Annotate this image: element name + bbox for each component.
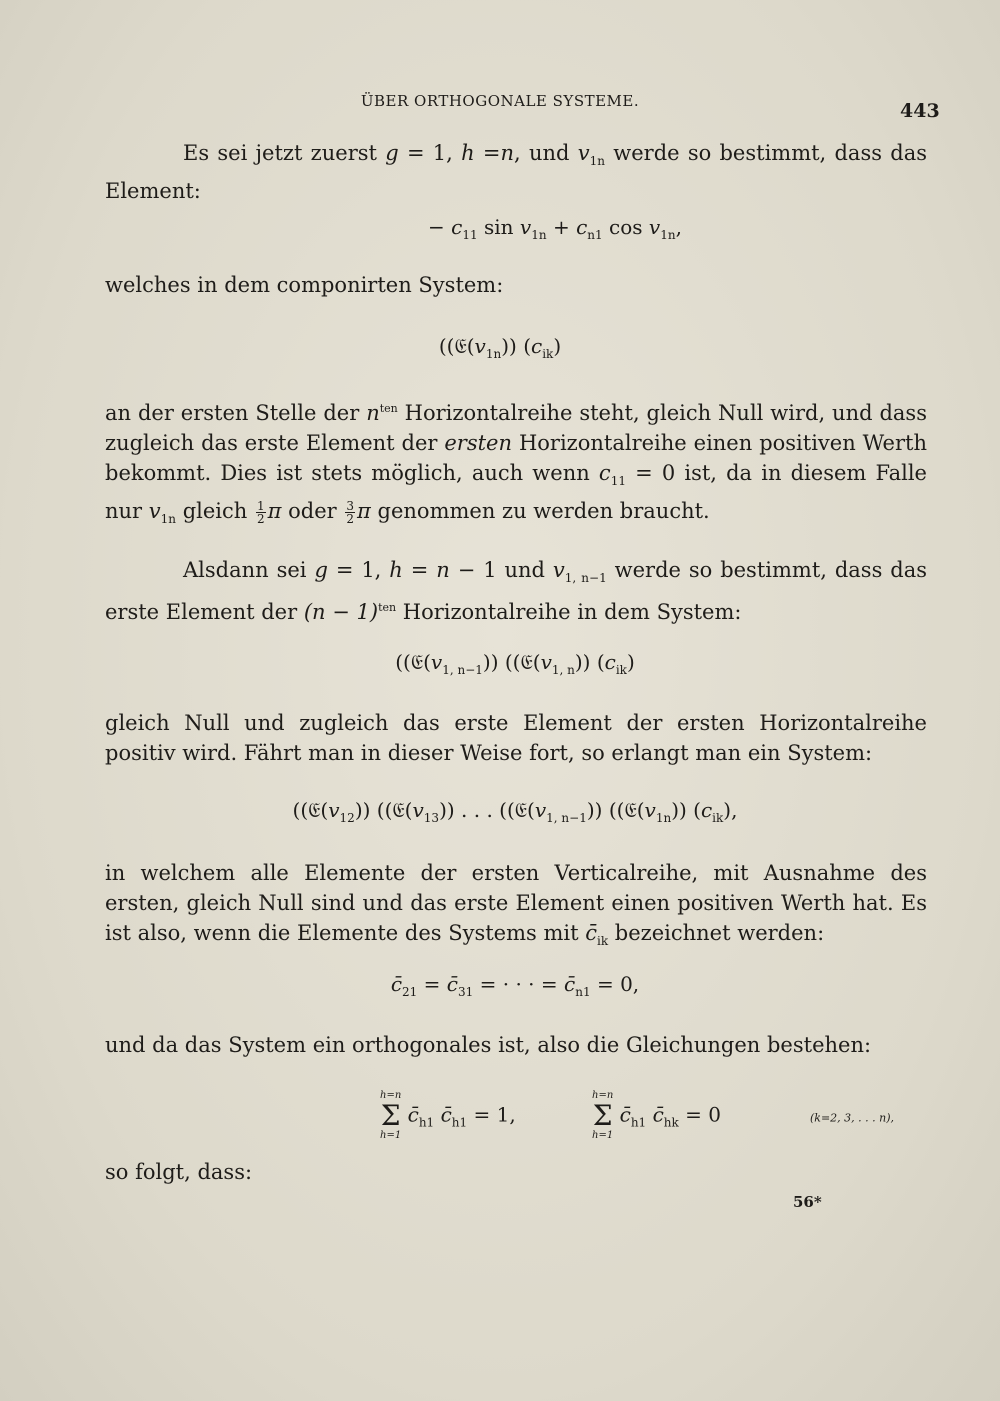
math-var: c̄ (446, 972, 458, 996)
math-subscript: 1, n−1 (564, 571, 607, 586)
numerator: 1 (257, 499, 265, 514)
math-symbol: 𝔈 (514, 798, 528, 822)
math-op: )) ( (574, 650, 605, 674)
math-subscript: 1n (160, 512, 177, 527)
math-var: v (648, 215, 661, 239)
math-subscript: 31 (458, 985, 474, 999)
math-var: π (267, 499, 282, 524)
math-op: = 0, (596, 972, 640, 996)
math-subscript: hk (663, 1115, 679, 1130)
math-op: (( (438, 334, 455, 358)
math-subscript: 21 (402, 985, 418, 999)
math-fn: cos (609, 215, 643, 239)
paragraph-6 (105, 858, 927, 956)
math-symbol: 𝔈 (410, 650, 424, 674)
math-subscript: 1n (660, 228, 676, 242)
math-var: c̄ (619, 1102, 631, 1127)
math-op: ) (553, 334, 562, 358)
text-run: Horizontalreihe in dem System: (402, 600, 742, 625)
math-symbol: 𝔈 (392, 798, 405, 822)
paragraph-3 (105, 394, 927, 534)
math-op: )) (( (482, 650, 521, 674)
math-op: = 0 (685, 1102, 721, 1127)
math-var: v (430, 650, 443, 674)
math-expr: (n − 1) (303, 600, 379, 625)
math-subscript: h1 (630, 1115, 647, 1130)
math-var: n (436, 558, 450, 582)
text-run: Es sei jetzt zuerst (183, 141, 377, 165)
math-var: g (314, 558, 328, 582)
math-op: = 1, (335, 558, 382, 582)
math-symbol: 𝔈 (520, 650, 533, 674)
math-var: g (385, 141, 399, 165)
math-subscript: ik (615, 663, 627, 677)
math-subscript: h1 (418, 1115, 435, 1130)
equation-6 (380, 1090, 940, 1142)
math-op: )) (501, 334, 517, 358)
summation (380, 1090, 401, 1142)
text-run: gleich (182, 499, 248, 524)
superscript: ten (378, 601, 397, 615)
text-run: in welchem alle Elemente der ersten Verticalreihe, mit Ausnahme des ersten, gleich Null sind und das erste Element einen positiven Werth hat. Es ist also, wenn die Elemente des Systems mit (105, 861, 927, 945)
sigma-symbol: Σ (592, 1099, 613, 1132)
math-op: )) . . . (( (439, 798, 515, 822)
math-var: π (357, 499, 371, 524)
emphasis: ersten (444, 431, 513, 455)
math-var: v (577, 141, 590, 165)
math-op: = · · · = (479, 972, 558, 996)
math-subscript: h1 (451, 1115, 468, 1130)
math-var: c (531, 334, 543, 358)
math-op: ( (523, 334, 532, 358)
math-op: )) ( (671, 798, 701, 822)
math-var: c̄ (440, 1102, 452, 1127)
math-subscript: ik (712, 811, 724, 825)
text-run: an der ersten Stelle der (105, 401, 360, 425)
math-var: c̄ (407, 1102, 419, 1127)
text-run: Alsdann sei (183, 558, 307, 582)
equation-2: ($(𝔈(v_{1n}))$ $(c_{ik})$ (438, 334, 562, 361)
math-var: v (519, 215, 532, 239)
equation-4: ($(𝔈(v_{12}))$ ($(𝔈(v_{13}))$ . . . ($(𝔈(v_{1, n-1}))$ ($(𝔈(v_{1n}))$ $(c_{ik})$, (292, 798, 738, 825)
paragraph-8: so folgt, dass: (105, 1160, 253, 1184)
math-var: c (451, 215, 463, 239)
math-op: − (428, 215, 445, 239)
math-var: c (604, 650, 616, 674)
sum-lower-limit: h=1 (380, 1130, 402, 1141)
numerator: 3 (346, 499, 355, 514)
fraction-half (256, 500, 266, 525)
math-subscript: ik (542, 347, 554, 361)
paragraph-7: und da das System ein orthogonales ist, also die Gleichungen bestehen: (105, 1033, 872, 1057)
math-subscript: n1 (587, 228, 603, 242)
text-run: werde so bestimmt, dass das erste Element der (105, 558, 928, 625)
math-op: ) (626, 650, 635, 674)
math-subscript: 1n (485, 347, 502, 361)
math-var: n (366, 401, 380, 425)
index-range: (k=2, 3, . . . n), (809, 1111, 894, 1125)
fraction-three-halves (345, 500, 355, 525)
math-op: = (482, 141, 501, 165)
denominator: 2 (346, 512, 355, 527)
paragraph-1 (105, 138, 927, 206)
math-var: h (461, 141, 475, 165)
math-var: v (540, 650, 552, 674)
math-symbol: 𝔈 (454, 334, 467, 358)
math-var: c (598, 461, 611, 485)
math-op: , (675, 215, 682, 239)
text-run: genommen zu werden braucht. (377, 499, 710, 524)
superscript: ten (379, 402, 398, 415)
math-subscript: 11 (610, 474, 626, 489)
math-subscript: 1n (531, 228, 547, 242)
text-run: = 0 ist, da in diesem Falle nur (105, 461, 927, 524)
text-run: Horizontalreihe einen positiven Werth bekommt. Dies ist stets möglich, auch wenn (105, 431, 927, 485)
text-run: werde so bestimmt, dass das Element: (105, 141, 927, 204)
math-subscript: 11 (462, 228, 478, 242)
math-subscript: 1, n−1 (546, 811, 587, 825)
text-run: Horizontalreihe steht, gleich Null wird, und dass zugleich das erste Element der (105, 401, 927, 455)
paragraph-5: gleich Null und zugleich das erste Element der ersten Horizontalreihe positiv wird. Fährt man in dieser Weise fort, so erlangt man ein System: (105, 711, 927, 765)
math-var: v (644, 798, 656, 822)
page-number: 443 (900, 100, 940, 122)
math-symbol: 𝔈 (308, 798, 321, 822)
text-run: bezeichnet werden: (614, 921, 825, 945)
sum-upper-limit: h=n (380, 1090, 402, 1101)
text-run: − 1 und (457, 558, 545, 582)
text-run: , und (514, 141, 570, 165)
math-subscript: 1, n (551, 663, 575, 677)
math-op: = 1, (473, 1102, 516, 1127)
math-var: v (328, 798, 340, 822)
math-op: = (410, 558, 429, 582)
math-op: (( (395, 650, 411, 674)
equation-3: ($(𝔈(v_{1, n-1}))$ ($(𝔈(v_{1, n}))$ $(c_{ik})$ (395, 650, 635, 677)
math-op: = 1, (406, 141, 453, 165)
math-subscript: 12 (339, 811, 355, 825)
math-var: c (576, 215, 588, 239)
math-var: n (500, 141, 515, 165)
paragraph-4 (105, 555, 927, 627)
math-op: )) (( (586, 798, 625, 822)
sum-lower-limit: h=1 (592, 1130, 614, 1141)
math-op: (( (292, 798, 309, 822)
math-subscript: 1n (655, 811, 672, 825)
running-title: ÜBER ORTHOGONALE SYSTEME. (360, 92, 640, 110)
denominator: 2 (257, 512, 265, 527)
math-fn: sin (484, 215, 514, 239)
signature-mark: 56* (793, 1193, 822, 1211)
paragraph-2: welches in dem componirten System: (105, 273, 504, 297)
math-subscript: 1, n−1 (442, 663, 483, 677)
math-var: v (534, 798, 547, 822)
math-var: c̄ (652, 1102, 664, 1127)
math-var: v (474, 334, 486, 358)
math-var: v (552, 558, 565, 582)
math-var: v (148, 499, 161, 524)
math-var: c̄ (564, 972, 576, 996)
equation-1 (55, 215, 1000, 242)
math-symbol: 𝔈 (624, 798, 637, 822)
equation-5 (15, 972, 1000, 999)
text-run: oder (288, 499, 337, 524)
math-var: c̄ (390, 972, 403, 996)
math-op: ), (723, 798, 738, 822)
math-subscript: n1 (575, 985, 591, 999)
math-subscript: ik (597, 934, 609, 949)
math-var: c (700, 798, 713, 822)
sigma-symbol: Σ (380, 1099, 401, 1132)
math-op: + (552, 215, 570, 239)
math-subscript: 13 (423, 811, 440, 825)
math-op: )) (( (354, 798, 393, 822)
math-op: = (423, 972, 441, 996)
summation (592, 1090, 613, 1142)
math-var: c̄ (585, 921, 597, 945)
math-var: v (412, 798, 424, 822)
math-subscript: 1n (589, 154, 605, 169)
math-var: h (389, 558, 403, 582)
sum-upper-limit: h=n (592, 1090, 614, 1101)
